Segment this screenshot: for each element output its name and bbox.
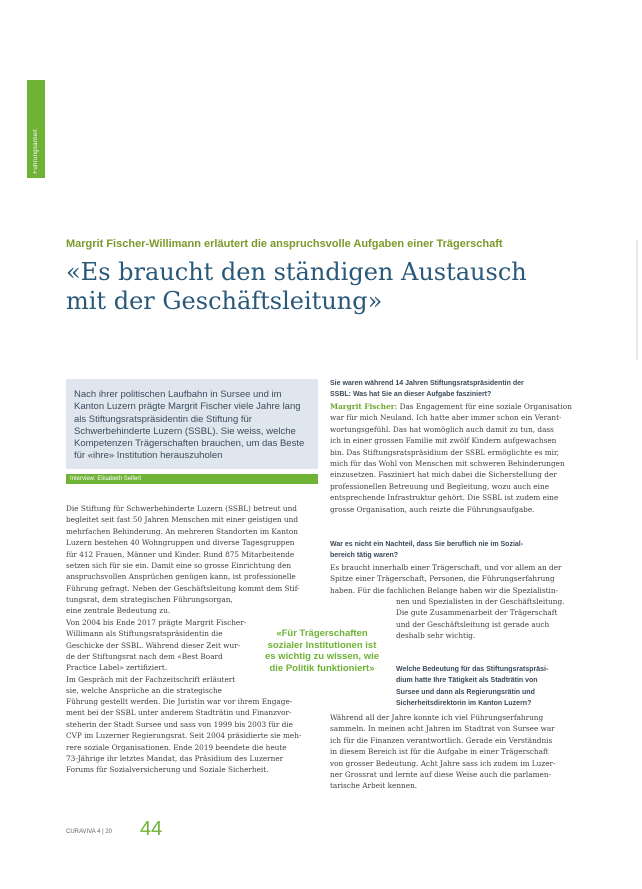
text-line: Geschicke der SSBL. Während dieser Zeit wur- (66, 640, 241, 650)
text-line: Führung gestellt werden. Die Juristin war vor ihrem Engage- (66, 697, 293, 706)
text-line: Sursee und dann als Regierungsrätin und (396, 688, 535, 696)
text-line: entsprechende Infrastruktur gehört. Die SSBL ist zudem eine (330, 493, 559, 503)
text-line: Von 2004 bis Ende 2017 prägte Margrit Fischer- (66, 617, 247, 627)
speaker-name: Margrit Fischer: (330, 402, 398, 411)
text-line: 73-Jährige ihr letztes Mandat, das Präsidium des Luzerner (66, 754, 284, 764)
text-line: ich für die Finanzen verantwortlich. Gerade ein Verständnis (330, 735, 553, 745)
answer-1-first-text: Das Engagement für eine soziale Organisation (397, 402, 572, 411)
footer-magazine: CURAVIVA 4 | 20 (66, 829, 113, 835)
text-line: Die gute Zusammenarbeit der Trägerschaft (396, 608, 558, 618)
kicker: Margrit Fischer-Willimann erläutert die anspruchsvolle Aufgaben einer Trägerschaft (66, 238, 503, 250)
text-line: begleitet seit fast 50 Jahren Menschen mit einer geistigen und (66, 515, 299, 525)
column-left-outro (66, 696, 318, 776)
text-line: mich für das Wohl von Menschen mit schweren Behinderungen (330, 459, 565, 469)
question-3 (396, 664, 578, 710)
text-line: wortungsgefühl. Das hat womöglich auch damit zu tun, dass (330, 424, 554, 434)
text-line: Im Gespräch mit der Fachzeitschrift erläutert (66, 674, 236, 684)
text-line: Welche Bedeutung für das Stiftungsratspräsi- (396, 666, 549, 673)
text-line: eine zentrale Bedeutung zu. (66, 606, 171, 616)
text-line: sie, welche Ansprüche an die strategische (66, 686, 222, 696)
text-line: Sie waren während 14 Jahren Stiftungsratspräsidentin der (330, 380, 524, 387)
text-line: dium hatte Ihre Tätigkeit als Stadträtin von (396, 677, 538, 685)
text-line: für 412 Frauen, Männer und Kinder. Rund 875 Mitarbeitende (66, 549, 295, 559)
text-line: Luzern bestehen 40 Wohngruppen und diverse Tagesgruppen (66, 538, 295, 548)
page-number: 44 (140, 818, 163, 840)
text-line: Practice Label» zertifiziert. (66, 663, 168, 673)
text-line: anspruchsvollen Ansprüchen genügen kann, ist professionelle (66, 572, 296, 582)
text-line: CVP im Luzerner Regierungsrat. Seit 2004 präsidierte sie meh- (66, 731, 302, 741)
text-line: sammeln. In meinen acht Jahren im Stadtrat von Sursee war (330, 724, 555, 734)
answer-1 (330, 401, 578, 515)
text-line: steherin der Stadt Sursee und sass von 1999 bis 2003 für die (66, 719, 293, 729)
text-line: Willimann als Stiftungsratspräsidentin die (66, 629, 223, 639)
text-line: und der Geschäftsleitung ist gerade auch (396, 619, 550, 629)
text-line: Spitze einer Trägerschaft, Personen, die Führungserfahrung (330, 574, 555, 584)
text-line: ner Grossrat und lernte auf diese Weise auch die parlamen- (330, 770, 552, 780)
text-line: von grosser Bedeutung. Acht Jahre sass ich zudem im Luzer- (330, 758, 556, 768)
text-line: tungsrat, dem strategischen Führungsorgan, (66, 595, 233, 604)
text-line: ich in einer grossen Familie mit zwölf Kindern aufgewachsen (330, 436, 557, 446)
question-1 (330, 378, 578, 401)
text-line: nen und Spezialisten in der Geschäftsleitung. (396, 597, 565, 606)
text-line: Während all der Jahre konnte ich viel Führungserfahrung (330, 713, 544, 722)
text-line: in diesem Bereich ist für die Aufgabe in einer Trägerschaft (330, 747, 549, 757)
text-line: einzusetzen. Fasziniert hat mich dabei die Sicherstellung der (330, 470, 557, 480)
text-line: war für mich Neuland. Ich hatte aber immer schon ein Verant- (330, 413, 562, 423)
text-line: War es nicht ein Nachteil, dass Sie beruflich nie im Sozial- (330, 541, 524, 548)
answer-1-rest (330, 412, 578, 515)
text-line: professionellen Betreuung und Begleitung, wozu auch eine (330, 481, 550, 491)
section-tab-label-wrap (27, 80, 45, 178)
answer-2b (396, 596, 578, 642)
lead-text: Nach ihrer politischen Laufbahn in Sursee und im Kanton Luzern prägte Margrit Fischer viele Jahre lang als Stiftungsratspräsidentin die Stiftung für Schwerbehinderte Luzern (SSBL). Sie weiss, welche Kompetenzen Trägerschaften brauchen, um das Beste für «ihre» Institution herauszuholen (74, 389, 305, 462)
text-line: Die Stiftung für Schwerbehinderte Luzern (SSBL) betreut und (66, 504, 297, 513)
text-line: haben. Für die fachlichen Belange haben wir die Spezialistin- (330, 585, 559, 595)
answer-1-first-line (330, 401, 578, 412)
answer-2a (330, 562, 578, 596)
headline (66, 258, 586, 316)
text-line: tarische Arbeit kennen. (330, 781, 418, 791)
text-line: rere soziale Organisationen. Ende 2019 beendete die heute (66, 742, 287, 752)
pull-quote: «Für Trägerschaften sozialer Institutionen ist es wichtig zu wissen, wie die Politik funktioniert» (264, 628, 380, 674)
text-line: Führung gefragt. Neben der Geschäftsleitung kommt dem Stif- (66, 583, 300, 593)
text-line: deshalb sehr wichtig. (396, 631, 476, 641)
section-tab-label: Führungsarbeit (33, 129, 39, 174)
headline-line: «Es braucht den ständigen Austausch (66, 258, 527, 286)
text-line: de der Stiftungsrat nach dem «Best Board (66, 652, 223, 662)
text-line: setzen sich für sie ein. Damit eine so grosse Einrichtung den (66, 561, 292, 571)
headline-line: mit der Geschäftsleitung» (66, 287, 383, 315)
text-line: Es braucht innerhalb einer Trägerschaft, und vor allem an der (330, 563, 562, 572)
text-line: bin. Das Stiftungsratspräsidium der SSBL ermöglichte es mir, (330, 447, 560, 457)
text-line: SSBL: Was hat Sie an dieser Aufgabe fasziniert? (330, 391, 492, 399)
column-left-intro (66, 503, 318, 594)
page-edge-shadow (636, 240, 638, 360)
answer-3 (330, 712, 578, 792)
text-line: Sicherheitsdirektorin im Kanton Luzern? (396, 700, 532, 708)
author-credit: Interview: Elisabeth Seifert (70, 476, 142, 482)
text-line: mehrfachen Behinderung. An mehreren Standorten im Kanton (66, 526, 298, 536)
text-line: ment bei der SSBL unter anderem Stadträtin und Finanzvor- (66, 708, 292, 718)
column-left-wrap (66, 594, 255, 697)
question-2 (330, 539, 578, 562)
text-line: grosse Organisation, auch reizte die Führungsaufgabe. (330, 504, 535, 514)
text-line: bereich tätig waren? (330, 552, 399, 560)
text-line: Forums für Sozialversicherung und Soziale Sicherheit. (66, 765, 269, 775)
